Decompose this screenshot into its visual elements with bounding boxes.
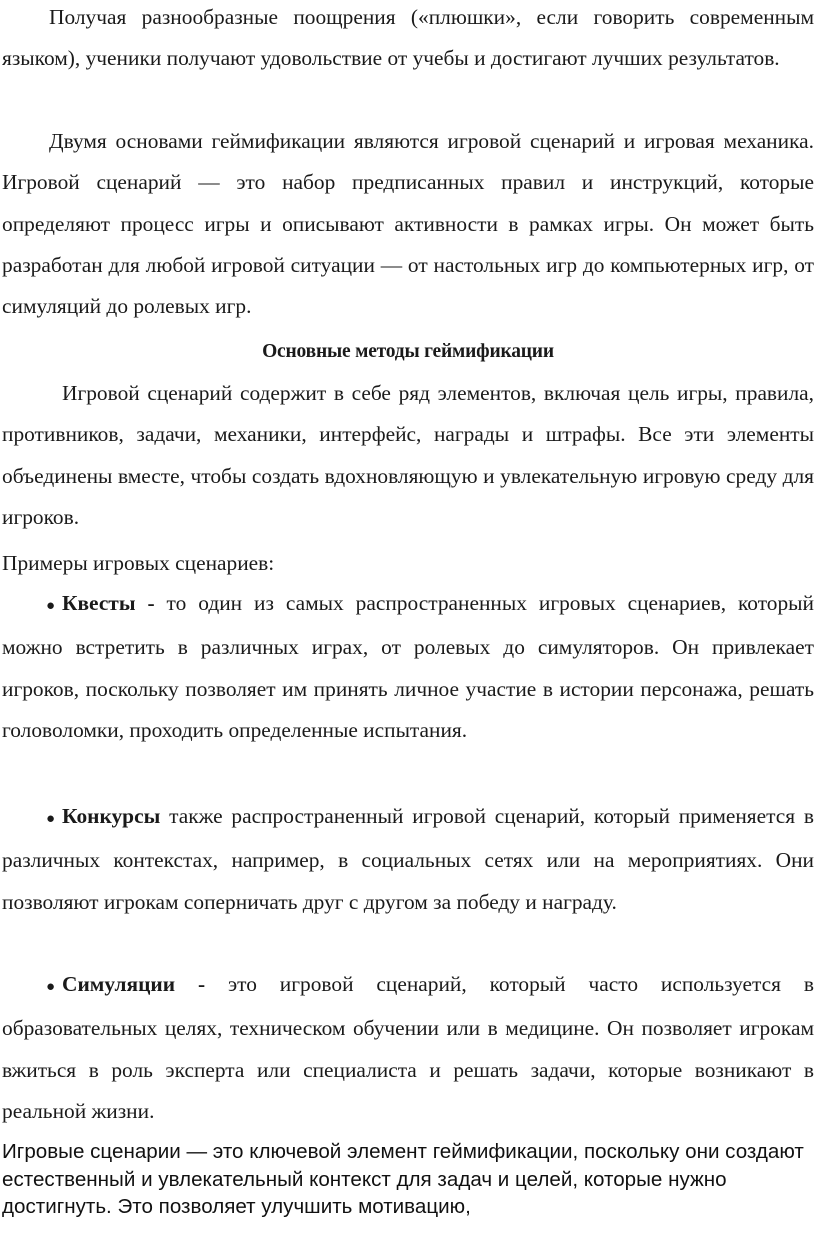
bullet-text: то один из самых распространенных игровых сценариев, который можно встретить в различных играх, от ролевых до симуляторов. Он привлекает игроков, поскольку позволяет им принять личное участие в истории персонажа, решать головоломки, проходить определенные испытания.: [2, 591, 814, 742]
bullet-term: Симуляции -: [62, 972, 206, 996]
bullet-item-contests: [2, 796, 814, 923]
bullet-text: также распространенный игровой сценарий, который применяется в различных контекстах, например, в социальных сетях или на мероприятиях. Они позволяют игрокам соперничать друг с другом за победу и награду.: [2, 804, 814, 914]
bullet-term: Конкурсы: [62, 804, 161, 828]
paragraph-scenario-elements: Игровой сценарий содержит в себе ряд элементов, включая цель игры, правила, противников, задачи, механики, интерфейс, награды и штрафы. Все эти элементы объединены вместе, чтобы создать вдохновляющую и увлекательную игровую среду для игроков.: [2, 381, 814, 529]
paragraph-gamification-basics: Двумя основами геймификации являются игровой сценарий и игровая механика. Игровой сценарий — это набор предписанных правил и инструкций, которые определяют процесс игры и описывают активности в рамках игры. Он может быть разработан для любой игровой ситуации — от настольных игр до компьютерных игр, от симуляций до ролевых игр.: [2, 129, 814, 319]
examples-label: Примеры игровых сценариев:: [2, 551, 275, 575]
bullet-dot-icon: ●: [46, 598, 56, 614]
paragraph-rewards: Получая разнообразные поощрения («плюшки», если говорить современным языком), ученики получают удовольствие от учебы и достигают лучших результатов.: [2, 5, 814, 71]
bullet-text: это игровой сценарий, который часто используется в образовательных целях, техническом обучении или в медицине. Он позволяет игрокам вжиться в роль эксперта или специалиста и решать задачи, которые возникают в реальной жизни.: [2, 972, 814, 1123]
section-heading: Основные методы геймификации: [262, 341, 554, 362]
bullet-item-quests: [2, 583, 814, 751]
bullet-dot-icon: ●: [46, 979, 56, 995]
bullet-item-simulations: [2, 964, 814, 1132]
bullet-term: Квесты -: [62, 591, 155, 615]
closing-paragraph: Игровые сценарии — это ключевой элемент геймификации, поскольку они создают естественный и увлекательный контекст для задач и целей, которые нужно достигнуть. Это позволяет улучшить мотивацию,: [2, 1140, 804, 1219]
bullet-dot-icon: ●: [46, 811, 56, 827]
